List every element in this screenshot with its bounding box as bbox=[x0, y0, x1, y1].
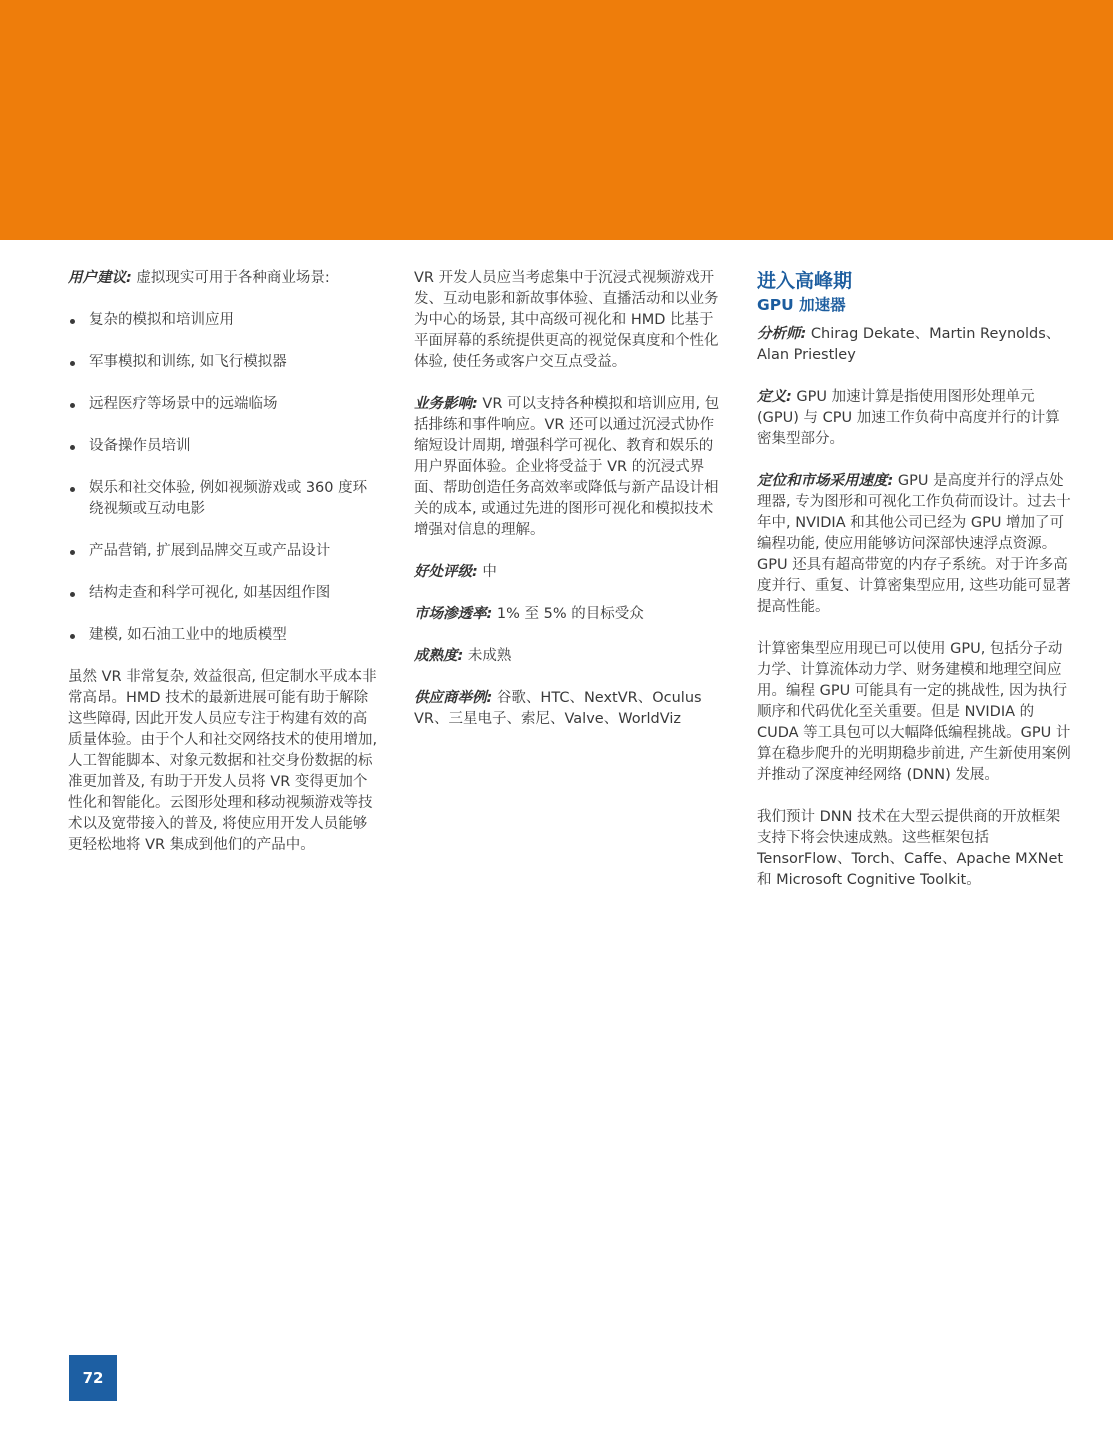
analyst-line bbox=[757, 324, 1072, 366]
business-impact-paragraph bbox=[414, 394, 726, 541]
page-number: 72 bbox=[69, 1355, 117, 1401]
section-subtitle: GPU 加速器 bbox=[757, 296, 846, 314]
list-item: 娱乐和社交体验, 例如视频游戏或 360 度环绕视频或互动电影 bbox=[68, 478, 380, 520]
position-text: GPU 是高度并行的浮点处理器, 专为图形和可视化工作负荷而设计。过去十年中, NVIDIA 和其他公司已经为 GPU 增加了可编程功能, 使应用能够访问深部快速浮点资源。GPU 还具有超高带宽的内存子系统。对于许多高度并行、重复、计算密集型应用, 这些功能可显著提高性能。 bbox=[757, 473, 1071, 615]
position-label: 定位和市场采用速度: bbox=[757, 473, 894, 489]
list-item: 远程医疗等场景中的远端临场 bbox=[68, 394, 380, 415]
user-advice-paragraph bbox=[68, 268, 380, 289]
definition-paragraph bbox=[757, 387, 1072, 450]
definition-text: GPU 加速计算是指使用图形处理单元 (GPU) 与 CPU 加速工作负荷中高度并行的计算密集型部分。 bbox=[757, 389, 1060, 447]
dnn-forecast-paragraph: 我们预计 DNN 技术在大型云提供商的开放框架支持下将会快速成熟。这些框架包括 TensorFlow、Torch、Caffe、Apache MXNet 和 Microsoft Cognitive Toolkit。 bbox=[757, 809, 1064, 888]
list-item: 设备操作员培训 bbox=[68, 436, 380, 457]
market-penetration-label: 市场渗透率: bbox=[414, 606, 493, 622]
business-impact-text: VR 可以支持各种模拟和培训应用, 包括排练和事件响应。VR 还可以通过沉浸式协作缩短设计周期, 增强科学可视化、教育和娱乐的用户界面体验。企业将受益于 VR 的沉浸式界面、帮助创造任务高效率或降低与新产品设计相关的成本, 或通过先进的图形可视化和模拟技术增强对信息的理解。 bbox=[414, 396, 720, 538]
list-item: 建模, 如石油工业中的地质模型 bbox=[68, 625, 380, 646]
column-right bbox=[757, 268, 1072, 912]
position-paragraph bbox=[757, 471, 1072, 618]
list-item: 复杂的模拟和培训应用 bbox=[68, 310, 380, 331]
vr-cost-paragraph: 虽然 VR 非常复杂, 效益很高, 但定制水平成本非常高昂。HMD 技术的最新进展可能有助于解除这些障碍, 因此开发人员应专注于构建有效的高质量体验。由于个人和社交网络技术的使用增加, 人工智能脚本、对象元数据和社交身份数据的标准更加普及, 有助于开发人员将 VR 变得更加个性化和智能化。云图形处理和移动视频游戏等技术以及宽带接入的普及, 将使应用开发人员能够更轻松地将 VR 集成到他们的产品中。 bbox=[68, 669, 378, 853]
list-item: 产品营销, 扩展到品牌交互或产品设计 bbox=[68, 541, 380, 562]
list-item: 军事模拟和训练, 如飞行模拟器 bbox=[68, 352, 380, 373]
benefit-rating bbox=[414, 562, 726, 583]
column-left bbox=[68, 268, 380, 877]
maturity bbox=[414, 646, 726, 667]
gpu-applications-paragraph: 计算密集型应用现已可以使用 GPU, 包括分子动力学、计算流体动力学、财务建模和地理空间应用。编程 GPU 可能具有一定的挑战性, 因为执行顺序和代码优化至关重要。但是 NVIDIA 的 CUDA 等工具包可以大幅降低编程挑战。GPU 计算在稳步爬升的光明期稳步前进, 产生新使用案例并推动了深度神经网络 (DNN) 发展。 bbox=[757, 641, 1071, 783]
definition-label: 定义: bbox=[757, 389, 792, 405]
business-impact-label: 业务影响: bbox=[414, 396, 478, 412]
header-banner bbox=[0, 0, 1113, 240]
sample-vendors-value: 谷歌、HTC、NextVR、Oculus VR、三星电子、索尼、Valve、WorldViz bbox=[414, 690, 702, 727]
analyst-label: 分析师: bbox=[757, 326, 807, 342]
sample-vendors-label: 供应商举例: bbox=[414, 690, 493, 706]
benefit-rating-value: 中 bbox=[477, 564, 497, 580]
column-middle bbox=[414, 268, 726, 751]
analyst-names: Chirag Dekate、Martin Reynolds、Alan Priestley bbox=[757, 326, 1061, 363]
user-advice-label: 用户建议: bbox=[68, 270, 132, 286]
section-title: 进入高峰期 bbox=[757, 270, 853, 292]
benefit-rating-label: 好处评级: bbox=[414, 564, 478, 580]
market-penetration-value: 1% 至 5% 的目标受众 bbox=[492, 606, 644, 622]
maturity-label: 成熟度: bbox=[414, 648, 464, 664]
user-advice-text: 虚拟现实可用于各种商业场景: bbox=[131, 270, 330, 286]
maturity-value: 未成熟 bbox=[463, 648, 512, 664]
market-penetration bbox=[414, 604, 726, 625]
list-item: 结构走查和科学可视化, 如基因组作图 bbox=[68, 583, 380, 604]
vr-developer-paragraph: VR 开发人员应当考虑集中于沉浸式视频游戏开发、互动电影和新故事体验、直播活动和以业务为中心的场景, 其中高级可视化和 HMD 比基于平面屏幕的系统提供更高的视觉保真度和个性化体验, 使任务或客户交互点受益。 bbox=[414, 270, 719, 370]
sample-vendors bbox=[414, 688, 726, 730]
use-case-list bbox=[68, 310, 380, 646]
